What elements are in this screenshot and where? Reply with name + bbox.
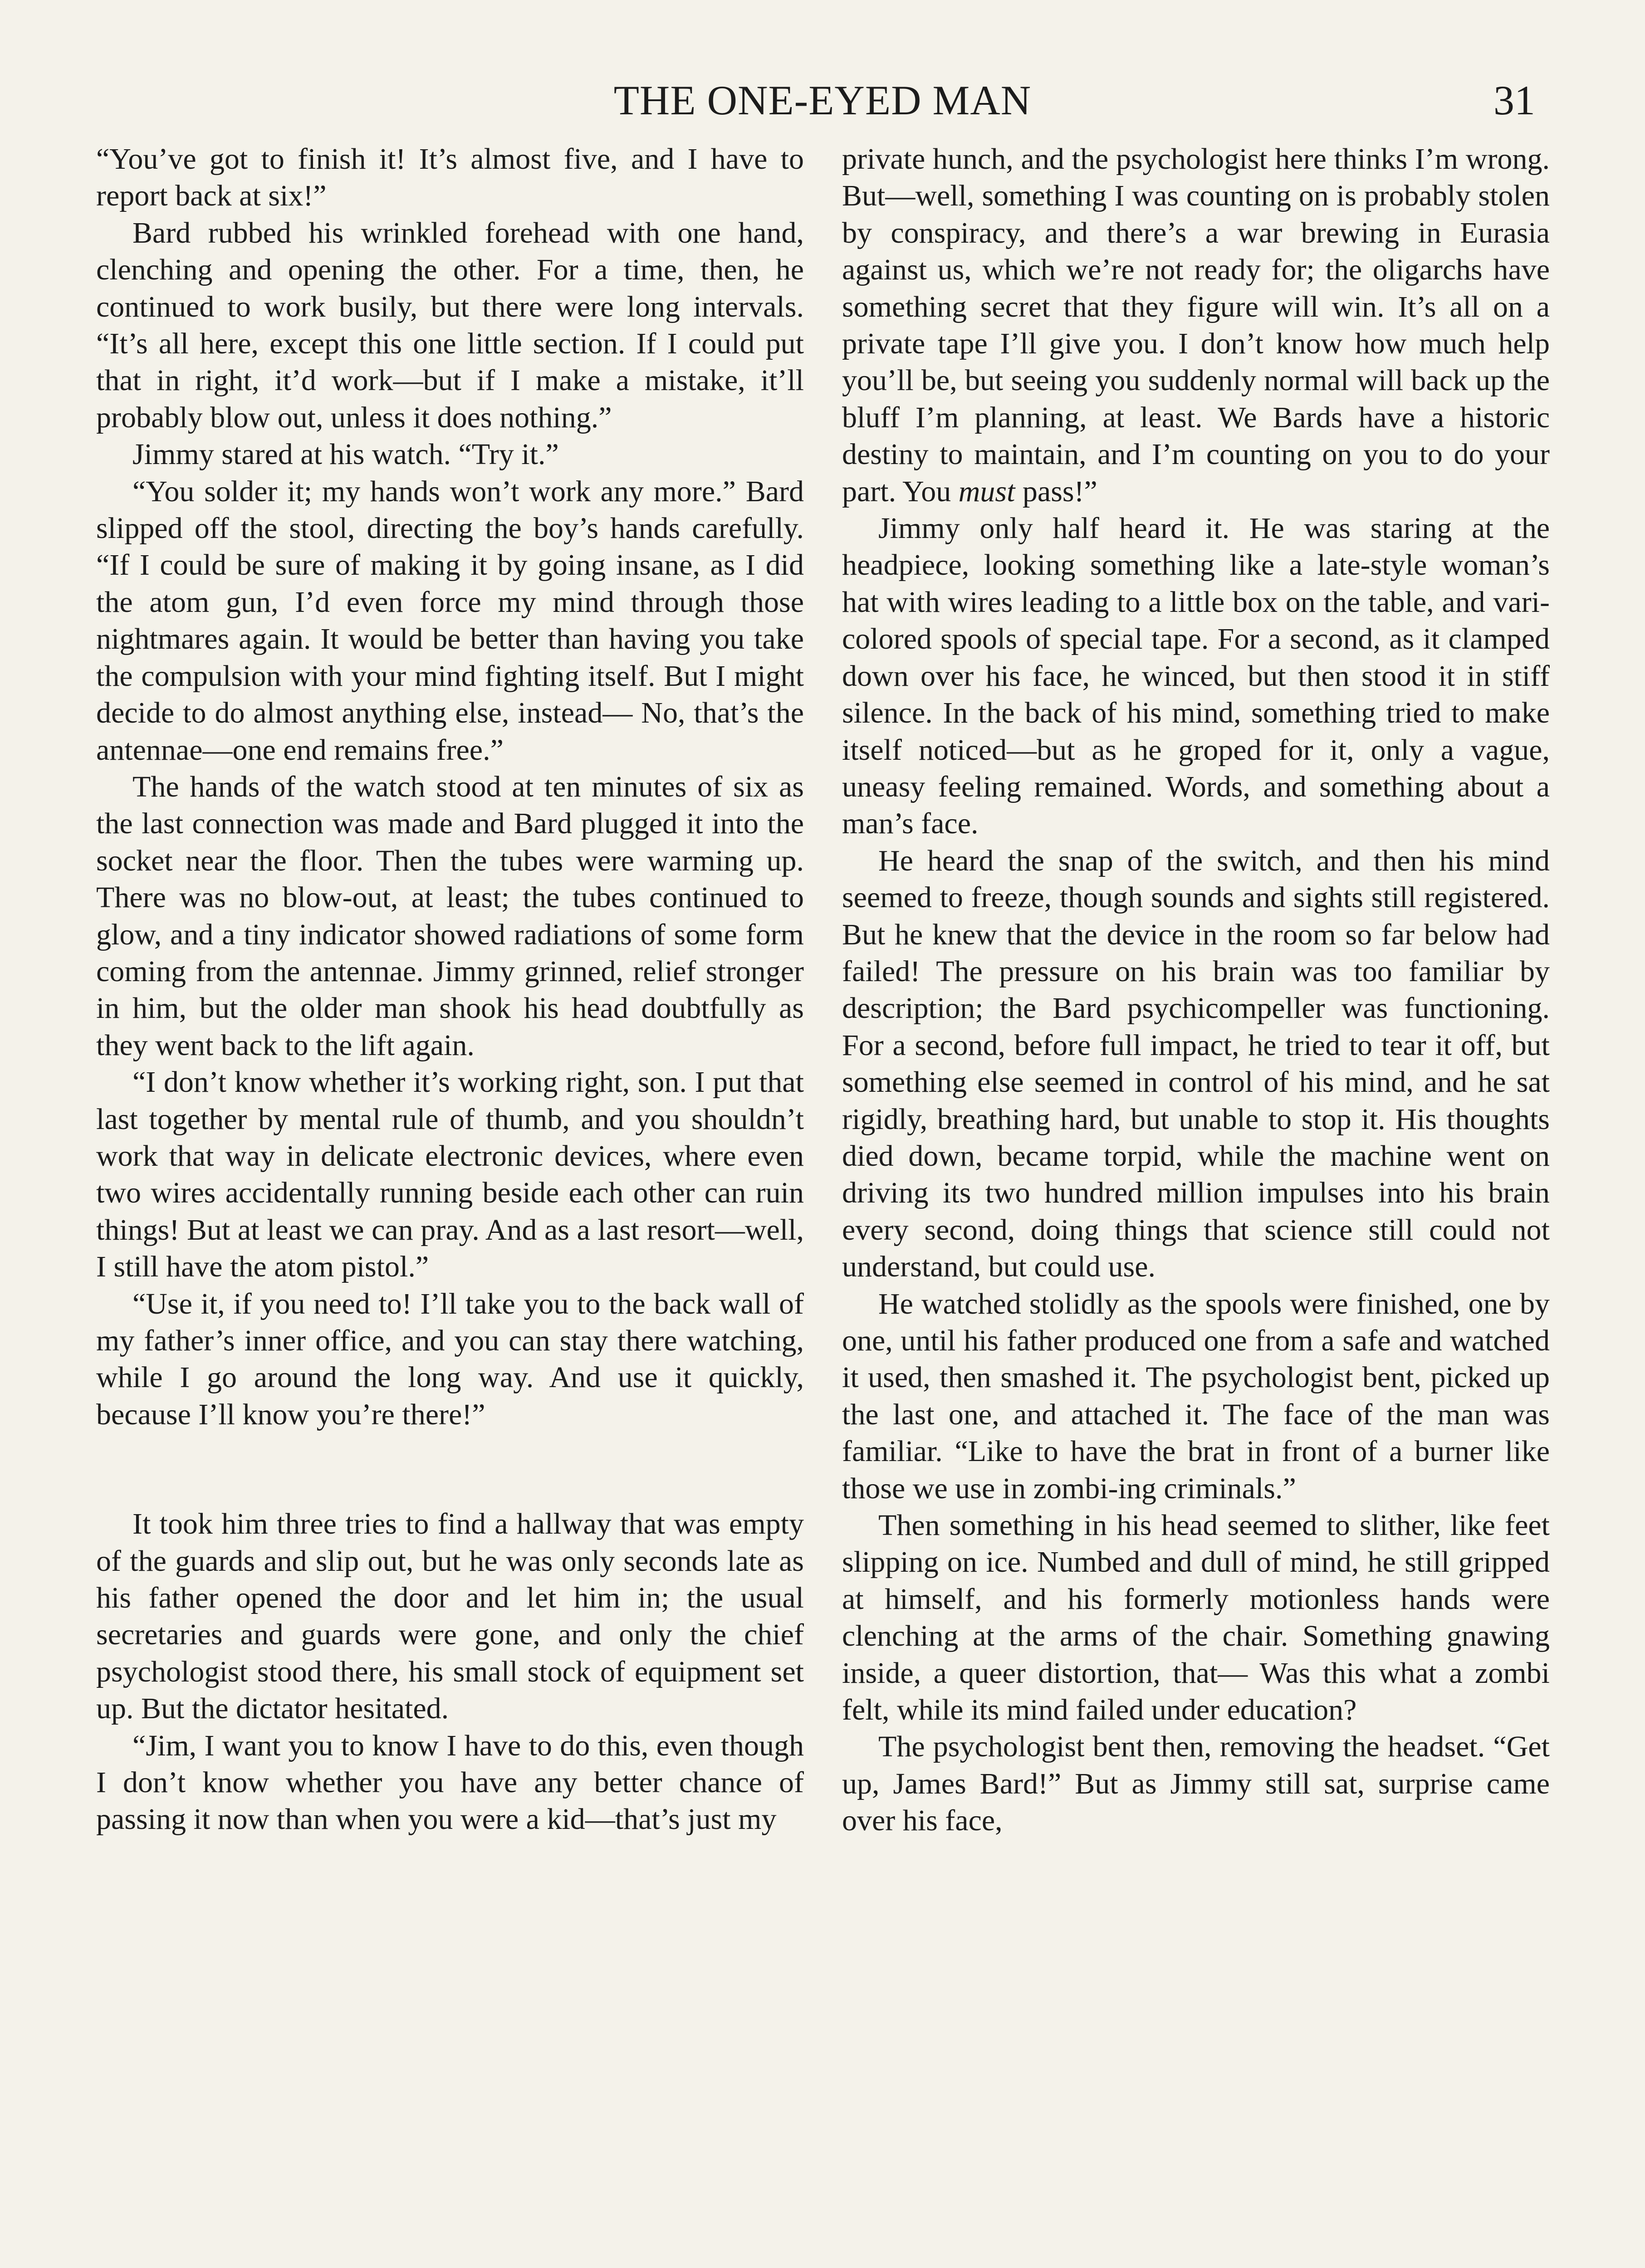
page-number: 31 [1493, 77, 1535, 123]
paragraph-text: pass!” [1015, 474, 1097, 508]
paragraph: “You solder it; my hands won’t work any more.” Bard slipped off the stool, directing the boy’s hands carefully. “If I could be sure of making it by going insane, as I did the atom gun, I’d even force my mind through those nightmares again. It would be better than having you take the compulsion with your mind fighting itself. But I might decide to do almost anything else, instead— No, that’s the antennae—one end remains free.” [96, 474, 804, 767]
paragraph: Jimmy stared at his watch. “Try it.” [132, 438, 559, 471]
right-column [842, 141, 1550, 1839]
paragraph: Then something in his head seemed to slither, like feet slipping on ice. Numbed and dull of mind, he still gripped at himself, and his formerly motionless hands were clenching at the arms of the chair. Something gnawing inside, a queer distortion, that— Was this what a zombi felt, while its mind failed under education? [842, 1509, 1550, 1727]
paragraph: “Jim, I want you to know I have to do this, even though I don’t know whether you have any better chance of passing it now than when you were a kid—that’s just my [96, 1729, 804, 1836]
paragraph: “You’ve got to finish it! It’s almost five, and I have to report back at six!” [96, 142, 804, 213]
paragraph [842, 141, 1550, 510]
paragraph: “Use it, if you need to! I’ll take you to the back wall of my father’s inner office, and you can stay there watching, while I go around the long way. And use it quickly, because I’ll know you’re there!” [96, 1287, 804, 1431]
paragraph: He heard the snap of the switch, and then his mind seemed to freeze, though sounds and sights still registered. But he knew that the device in the room so far below had failed! The pressure on his brain was too familiar by description; the Bard psychicompeller was functioning. For a second, before full impact, he tried to tear it off, but something else seemed in control of his mind, and he sat rigidly, breathing hard, but unable to stop it. His thoughts died down, became torpid, while the machine went on driving its two hundred million impulses into his brain every second, doing things that science still could not understand, but could use. [842, 844, 1550, 1284]
paragraph: The psychologist bent then, removing the headset. “Get up, James Bard!” But as Jimmy still sat, surprise came over his face, [842, 1730, 1550, 1838]
paragraph: The hands of the watch stood at ten minutes of six as the last connection was made and Bard plugged it into the socket near the floor. Then the tubes were warming up. There was no blow-out, at least; the tubes continued to glow, and a tiny indicator showed radiations of some form coming from the antennae. Jimmy grinned, relief stronger in him, but the older man shook his head doubtfully as they went back to the lift again. [96, 770, 804, 1062]
paragraph: “I don’t know whether it’s working right, son. I put that last together by mental rule of thumb, and you shouldn’t work that way in delicate electronic devices, where even two wires accidentally running beside each other can ruin things! But at least we can pray. And as a last resort—well, I still have the atom pistol.” [96, 1066, 804, 1284]
paragraph: Jimmy only half heard it. He was staring at the headpiece, looking something like a late-style woman’s hat with wires leading to a little box on the table, and vari-colored spools of special tape. For a second, as it clamped down over his face, he winced, but then stood it in stiff silence. In the back of his mind, something tried to make itself noticed—but as he groped for it, only a vague, uneasy feeling remained. Words, and something about a man’s face. [842, 512, 1550, 841]
paragraph: He watched stolidly as the spools were finished, one by one, until his father produced one from a safe and watched it used, then smashed it. The psychologist bent, picked up the last one, and attached it. The face of the man was familiar. “Like to have the brat in front of a burner like those we use in zombi-ing criminals.” [842, 1287, 1550, 1505]
left-column [96, 141, 804, 1838]
page-title: THE ONE-EYED MAN [613, 77, 1032, 123]
paragraph: It took him three tries to find a hallway that was empty of the guards and slip out, but he was only seconds late as his father opened the door and let him in; the usual secretaries and guards were gone, and only the chief psychologist stood there, his small stock of equipment set up. But the dictator hesitated. [96, 1507, 804, 1725]
emphasis-text: must [958, 474, 1015, 508]
running-head [96, 76, 1549, 131]
paragraph: Bard rubbed his wrinkled forehead with one hand, clenching and opening the other. For a time, then, he continued to work busily, but there were long intervals. “It’s all here, except this one little section. If I could put that in right, it’d work—but if I make a mistake, it’ll probably blow out, unless it does nothing.” [96, 216, 804, 434]
paragraph-text: private hunch, and the psychologist here thinks I’m wrong. But—well, something I was counting on is probably stolen by conspiracy, and there’s a war brewing in Eurasia against us, which we’re not ready for; the oligarchs have something secret that they figure will win. It’s all on a private tape I’ll give you. I don’t know how much help you’ll be, but seeing you suddenly normal will back up the bluff I’m planning, at least. We Bards have a historic destiny to maintain, and I’m counting on you to do your part. You [842, 142, 1550, 508]
